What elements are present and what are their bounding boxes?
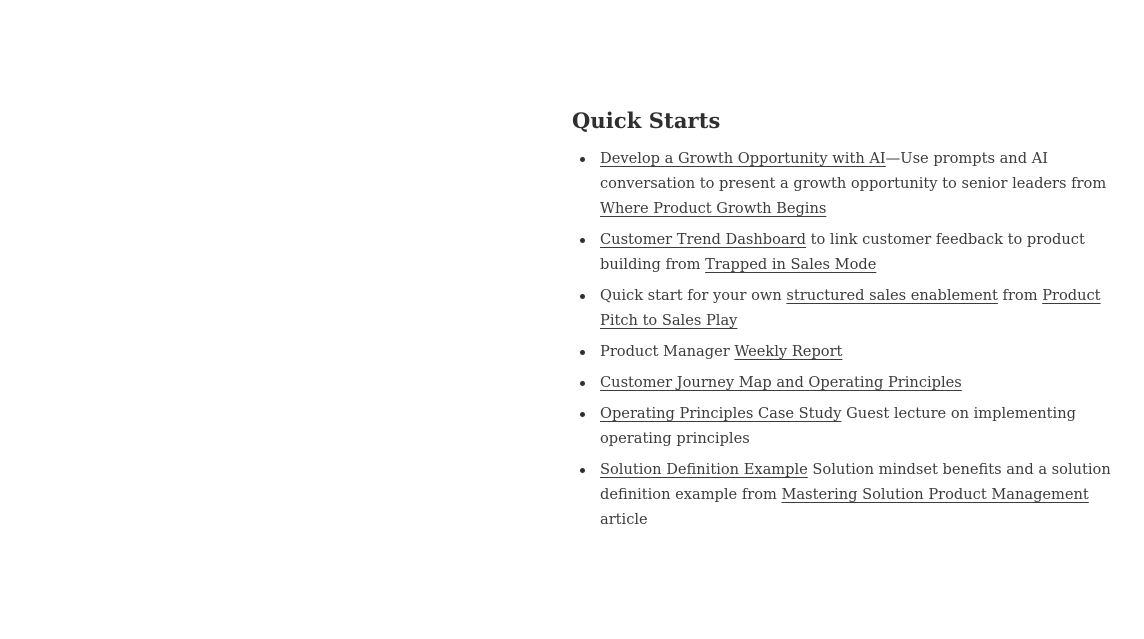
link-trapped-in-sales-mode[interactable]: Trapped in Sales Mode [705,256,877,273]
list-item [572,370,1132,395]
link-weekly-report[interactable]: Weekly Report [734,343,843,360]
quick-starts-list [572,146,1132,538]
link-operating-principles-case-study[interactable]: Operating Principles Case Study [600,405,842,422]
link-develop-growth-opportunity-ai[interactable]: Develop a Growth Opportunity with AI [600,150,886,167]
list-item: Solution Definition Example Solution mindset benefits and a solution definition example from Mastering Solution Product Management article [572,457,1132,532]
link-where-product-growth-begins[interactable]: Where Product Growth Begins [600,200,827,217]
list-item: Quick start for your own structured sales enablement from Product Pitch to Sales Play [572,283,1132,333]
list-item: Operating Principles Case Study Guest lecture on implementing operating principles [572,401,1132,451]
link-customer-journey-map[interactable]: Customer Journey Map and Operating Principles [600,374,962,391]
list-item: Product Manager Weekly Report [572,339,1132,364]
link-customer-trend-dashboard[interactable]: Customer Trend Dashboard [600,231,806,248]
link-mastering-solution-product-management[interactable]: Mastering Solution Product Management [781,486,1089,503]
list-item: Customer Trend Dashboard to link customer feedback to product building from Trapped in Sales Mode [572,227,1132,277]
quick-starts-heading: Quick Starts [572,108,721,133]
link-product-pitch-to-sales-play[interactable]: Product Pitch to Sales Play [600,287,1101,329]
list-item: Develop a Growth Opportunity with AI—Use prompts and AI conversation to present a growth opportunity to senior leaders from Where Product Growth Begins [572,146,1132,221]
link-solution-definition-example[interactable]: Solution Definition Example [600,461,808,478]
link-structured-sales-enablement[interactable]: structured sales enablement [786,287,998,304]
